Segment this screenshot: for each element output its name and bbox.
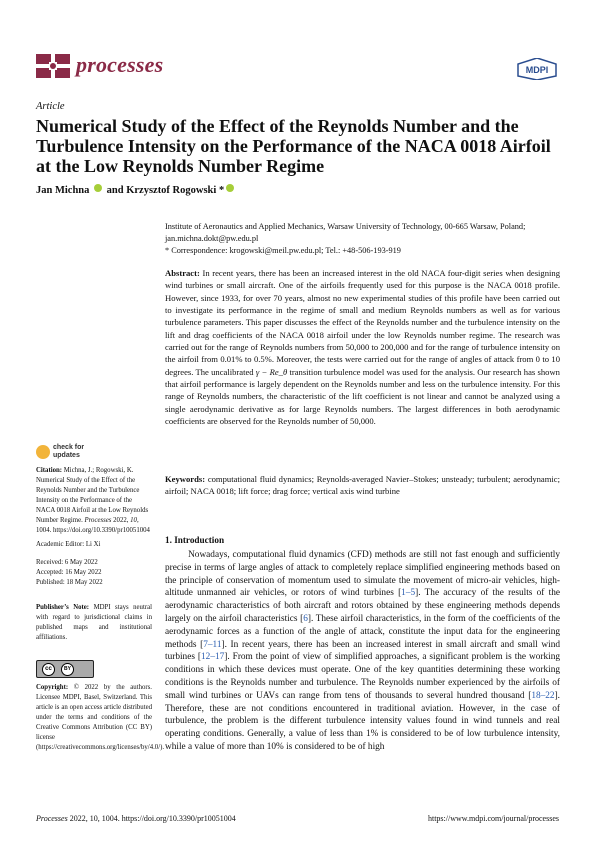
mdpi-logo-text: MDPI xyxy=(525,65,549,75)
citation-year: 2022, xyxy=(111,517,131,524)
orcid-icon[interactable] xyxy=(226,184,234,192)
citation-volume: 10 xyxy=(130,517,137,524)
keywords-text: computational fluid dynamics; Reynolds-averaged Navier–Stokes; unsteady; turbulent; aerodynamic; airfoil; NACA 0018; lift force; drag force; vertical axis wind turbine xyxy=(165,474,560,497)
processes-logo-icon xyxy=(36,54,70,78)
citation-link[interactable]: 18–22 xyxy=(531,690,555,701)
citation-link[interactable]: 7–11 xyxy=(203,639,222,650)
footer-citation xyxy=(36,814,236,823)
publisher-note xyxy=(36,603,152,643)
citation-text: Michna, J.; Rogowski, K. Numerical Study of the Effect of the Reynolds Number and the Turbulence Intensity on the Performance of the NACA 0018 Airfoil at the Low Reynolds Number Regime. xyxy=(36,467,149,524)
body-text: Nowadays, computational fluid dynamics (CFD) methods are still not fast enough and sufficiently precise in terms of large angles of attack to completely replace simplified engineering methods based on the principle of conservation of momentum used to simulate the movement of micro-air vehicles, high-altitude unmanned air vehicles, or rotors of wind turbines [ xyxy=(165,550,561,599)
cc-by-license-icon[interactable] xyxy=(36,660,94,678)
citation-block xyxy=(36,466,152,536)
body-text: ]. From the point of view of simplified approaches, a significant problem is the working conditions in which these devices must operate. One of the key quantities determining these working conditions is the Reynolds number and turbulence. The Reynolds number experienced by the airfoils of small wind turbines or UAVs can range from tens of thousands to several hundred thousand [ xyxy=(165,652,561,701)
body-text: ]. The accuracy of the results of the aerodynamic characteristics of both aircraft and rotors obtained by these engineering methods depends largely on the airfoil characteristics [ xyxy=(165,588,561,624)
copyright-text: © 2022 by the authors. Licensee MDPI, Basel, Switzerland. This article is an open access article distributed under the terms and conditions of the Creative Commons Attribution (CC BY) license (https://creativecommons.org/licenses/by/4.0/). xyxy=(36,684,165,751)
citation-label: Citation: xyxy=(36,467,63,474)
body-text: ]. These airfoil characteristics, in the form of the coefficients of the aerodynamic forces as a function of the angle of attack, constitute the input data for the engineering methods [ xyxy=(165,613,560,650)
citation-doi[interactable]: , 1004. https://doi.org/10.3390/pr10051004 xyxy=(36,517,150,534)
footer-doi[interactable]: 2022, 10, 1004. https://doi.org/10.3390/pr10051004 xyxy=(67,814,236,823)
article-type: Article xyxy=(36,101,65,112)
affiliation-line: Institute of Aeronautics and Applied Mechanics, Warsaw University of Technology, 00-665 Warsaw, Poland; xyxy=(165,222,526,231)
publisher-note-text: MDPI stays neutral with regard to jurisdictional claims in published maps and institutional affiliations. xyxy=(36,604,153,641)
correspondence-line[interactable]: * Correspondence: krogowski@meil.pw.edu.pl; Tel.: +48-506-193-919 xyxy=(165,246,401,256)
body-text: ]. Therefore, these are not conditions encountered in traditional aviation. However, in the case of turbulence, the problem is the different turbulence intensity values found in wind tunnels and real operating conditions. Generally, a value of less than 1% is considered to be of low turbulence intensity, while a value of more than 10% is considered to be of high xyxy=(165,690,560,752)
article-title: Numerical Study of the Effect of the Reynolds Number and the Turbulence Intensity on the Performance of the NACA 0018 Airfoil at the Low Reynolds Number Regime xyxy=(36,116,551,176)
citation-link[interactable]: 1–5 xyxy=(401,588,416,599)
received-date: Received: 6 May 2022 xyxy=(36,559,98,566)
abstract-text: In recent years, there has been an increased interest in the old NACA four-digit series when designing wind turbines or small aircraft. One of the airfoils frequently used for this purpose is the NACA 0018 profile. However, since 1933, for over 70 years, almost no new experimental studies of this profile have been carried out to investigate its performance in the regime of small and medium Reynolds numbers as well as for various turbulence parameters. This paper discusses the effect of the Reynolds number and the turbulence intensity on the lift and drag coefficients of the NACA 0018 airfoil under the low Reynolds number regime. The research was carried out for the range of Reynolds numbers from 50,000 to 200,000 and for the range of turbulence intensity on the airfoil from 0.01% to 0.5%. Moreover, the tests were carried out for the range of angles of attack from 0 to 10 degrees. The uncalibrated xyxy=(165,268,560,377)
abstract-math: γ − Re_θ xyxy=(255,366,288,377)
body-text: ]. In recent years, there has been an increased interest in small aircraft and small wind turbines [ xyxy=(165,639,560,663)
orcid-icon[interactable] xyxy=(94,184,102,192)
published-date: Published: 18 May 2022 xyxy=(36,579,103,586)
check-for-updates-icon[interactable] xyxy=(36,445,50,459)
mdpi-logo-icon xyxy=(516,58,558,80)
abstract-text: transition turbulence model was used for the analysis. Our research has shown that airfoil performance is largely dependent on the Reynolds number and less on the turbulence intensity. For this range of Reynolds numbers, the characteristic of the lift coefficient is not linear and cannot be analyzed using a single aerodynamic derivative as for large Reynolds numbers. The largest differences in both aerodynamic coefficients are observed for the Reynolds number of 50,000. xyxy=(165,366,560,427)
author-name[interactable]: Krzysztof Rogowski * xyxy=(126,185,225,196)
abstract xyxy=(165,267,560,427)
cc-icon: cc xyxy=(42,663,55,676)
accepted-date: Accepted: 16 May 2022 xyxy=(36,569,102,576)
publisher-note-label: Publisher’s Note: xyxy=(36,604,90,611)
affiliation-email[interactable]: jan.michna.dokt@pw.edu.pl xyxy=(165,234,259,244)
copyright-label: Copyright: xyxy=(36,684,69,691)
footer-journal-url[interactable]: https://www.mdpi.com/journal/processes xyxy=(427,814,559,823)
author-conjunction: and xyxy=(106,185,124,196)
author-name[interactable]: Jan Michna xyxy=(36,185,90,196)
affiliation-block xyxy=(165,221,565,258)
citation-link[interactable]: 6 xyxy=(303,613,308,624)
citation-link[interactable]: 12–17 xyxy=(201,652,225,663)
abstract-label: Abstract: xyxy=(165,268,200,278)
author-list xyxy=(36,184,236,196)
journal-name: processes xyxy=(76,52,164,77)
check-for-updates-label[interactable]: check for updates xyxy=(53,444,85,459)
footer-journal: Processes xyxy=(36,814,68,823)
section-heading: 1. Introduction xyxy=(165,535,225,545)
by-icon: BY xyxy=(61,663,74,676)
intro-paragraph xyxy=(165,549,560,754)
copyright-block xyxy=(36,683,165,753)
academic-editor: Academic Editor: Li Xi xyxy=(36,541,101,548)
citation-journal: Processes xyxy=(84,517,112,524)
keywords-label: Keywords: xyxy=(165,474,206,484)
keywords xyxy=(165,473,560,498)
publication-dates xyxy=(36,558,152,588)
